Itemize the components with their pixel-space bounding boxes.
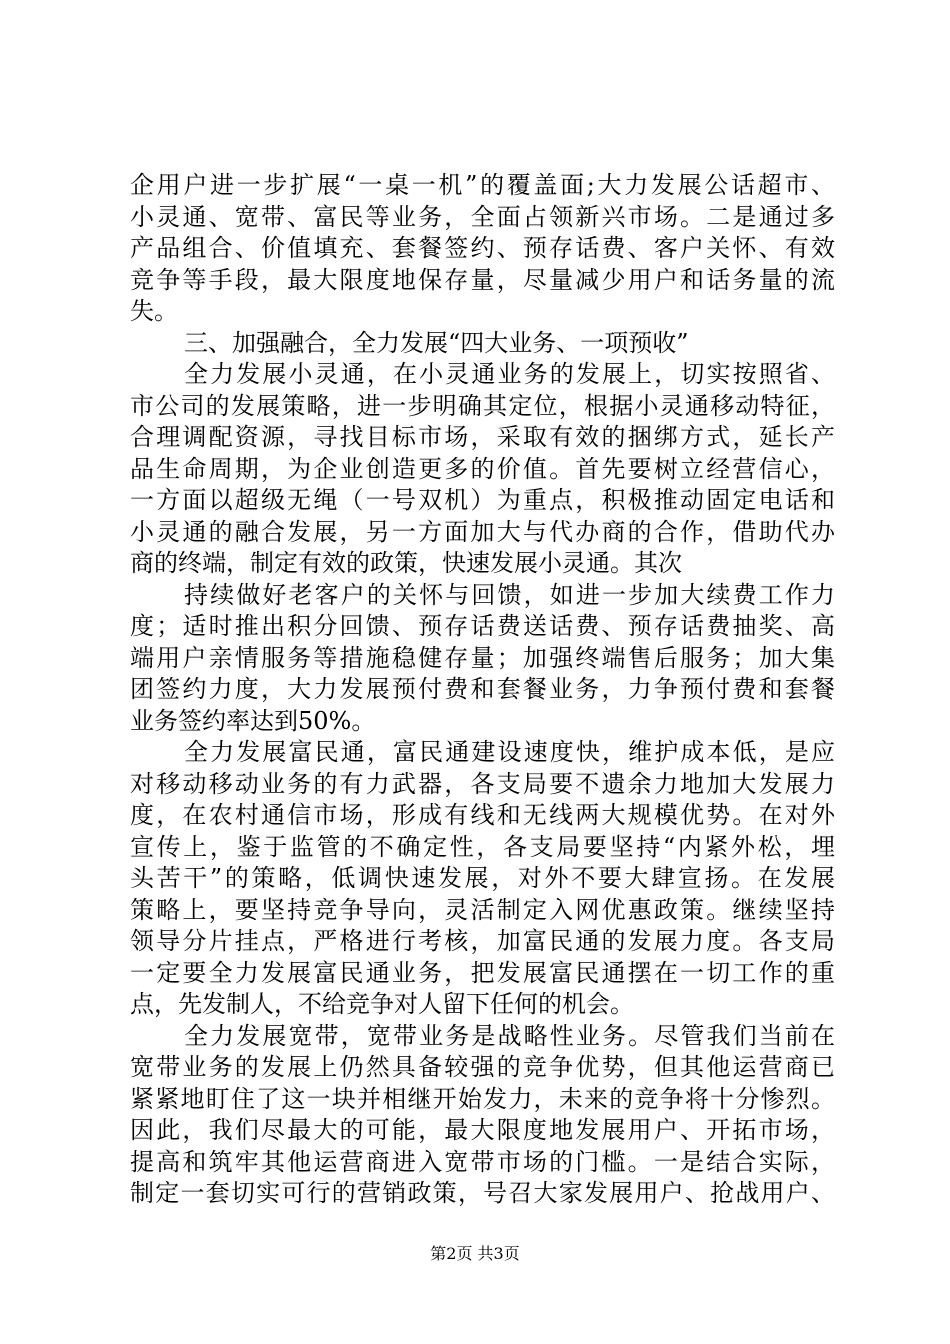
text-line: 一定要全力发展富民通业务，把发展富民通摆在一切工作的重 bbox=[130, 958, 835, 987]
text-line: 紧紧地盯住了这一块并相继开始发力，未来的竞争将十分惨烈。 bbox=[130, 1084, 835, 1113]
text-line: 持续做好老客户的关怀与回馈，如进一步加大续费工作力 bbox=[184, 580, 835, 609]
page-footer: 第2页 共3页 bbox=[430, 1244, 520, 1263]
text-line: 宣传上，鉴于监管的不确定性，各支局要坚持“内紧外松，埋 bbox=[130, 832, 835, 861]
text-line: 商的终端，制定有效的政策，快速发展小灵通。其次 bbox=[130, 549, 682, 577]
text-line: 因此，我们尽最大的可能，最大限度地发展用户、开拓市场， bbox=[130, 1116, 835, 1144]
text-line: 团签约力度，大力发展预付费和套餐业务，力争预付费和套餐 bbox=[130, 675, 835, 703]
text-line: 业务签约率达到50%。 bbox=[130, 706, 376, 735]
text-line: 头苦干”的策略，低调快速发展，对外不要大肆宣扬。在发展 bbox=[130, 864, 835, 892]
text-line: 三、加强融合，全力发展“四大业务、一项预收” bbox=[184, 328, 689, 357]
document-body bbox=[130, 170, 835, 1210]
text-line: 市公司的发展策略，进一步明确其定位，根据小灵通移动特征， bbox=[130, 391, 835, 420]
text-line: 全力发展小灵通，在小灵通业务的发展上，切实按照省、 bbox=[184, 360, 835, 388]
text-line: 小灵通的融合发展，另一方面加大与代办商的合作，借助代办 bbox=[130, 517, 835, 546]
text-line: 度，在农村通信市场，形成有线和无线两大规模优势。在对外 bbox=[130, 801, 835, 829]
text-line: 小灵通、宽带、富民等业务，全面占领新兴市场。二是通过多 bbox=[130, 202, 835, 231]
text-line: 对移动移动业务的有力武器，各支局要不遗余力地加大发展力 bbox=[130, 769, 835, 798]
text-line: 宽带业务的发展上仍然具备较强的竞争优势，但其他运营商已 bbox=[130, 1053, 835, 1081]
text-line: 产品组合、价值填充、套餐签约、预存话费、客户关怀、有效 bbox=[130, 234, 835, 262]
text-line: 一方面以超级无绳（一号双机）为重点，积极推动固定电话和 bbox=[130, 486, 835, 514]
text-line: 失。 bbox=[130, 297, 178, 325]
text-line: 点，先发制人，不给竞争对人留下任何的机会。 bbox=[130, 990, 634, 1018]
text-line: 策略上，要坚持竞争导向，灵活制定入网优惠政策。继续坚持 bbox=[130, 895, 835, 924]
text-line: 提高和筑牢其他运营商进入宽带市场的门槛。一是结合实际， bbox=[130, 1147, 835, 1176]
text-line: 制定一套切实可行的营销政策，号召大家发展用户、抢战用户、 bbox=[130, 1179, 835, 1207]
text-line: 竞争等手段，最大限度地保存量，尽量减少用户和话务量的流 bbox=[130, 265, 835, 294]
text-line: 合理调配资源，寻找目标市场，采取有效的捆绑方式，延长产 bbox=[130, 423, 835, 451]
text-line: 领导分片挂点，严格进行考核，加富民通的发展力度。各支局 bbox=[130, 927, 835, 955]
text-line: 企用户进一步扩展“一桌一机”的覆盖面;大力发展公话超市、 bbox=[130, 171, 835, 199]
text-line: 端用户亲情服务等措施稳健存量；加强终端售后服务；加大集 bbox=[130, 643, 835, 672]
text-line: 品生命周期，为企业创造更多的价值。首先要树立经营信心， bbox=[130, 454, 835, 483]
text-line: 度；适时推出积分回馈、预存话费送话费、预存话费抽奖、高 bbox=[130, 612, 835, 640]
text-line: 全力发展宽带，宽带业务是战略性业务。尽管我们当前在 bbox=[184, 1021, 835, 1050]
text-line: 全力发展富民通，富民通建设速度快，维护成本低，是应 bbox=[184, 738, 835, 766]
